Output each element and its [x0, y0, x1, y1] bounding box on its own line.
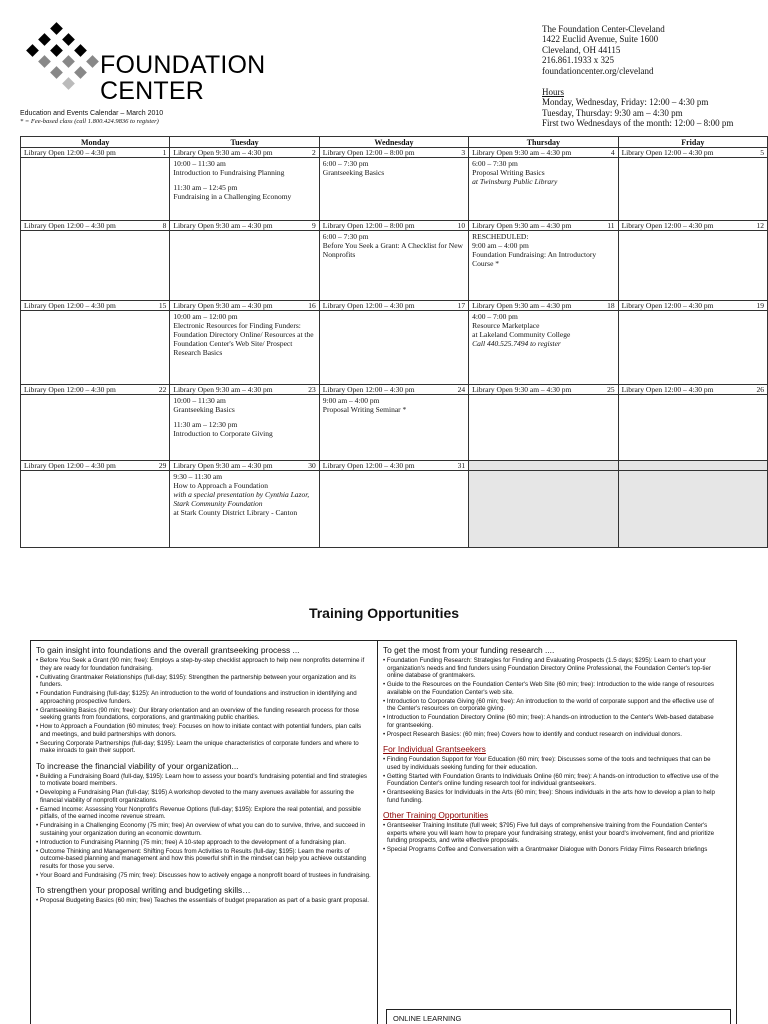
brand-line-1: FOUNDATION [100, 51, 266, 79]
event-location: at Stark County District Library - Canton [173, 508, 298, 517]
address-block [542, 24, 762, 129]
day-cell-header: Library Open 12:00 – 4:30 pm 1 [21, 148, 170, 158]
day-cell-header: Library Open 9:30 am – 4:30 pm 2 [170, 148, 319, 158]
calendar-title: Education and Events Calendar – March 2010 [20, 110, 164, 117]
event-title[interactable]: Grantseeking Basics [322, 168, 385, 177]
week-1-events-row [21, 158, 768, 221]
event-title[interactable]: Introduction to Corporate Giving [173, 429, 273, 438]
course-item[interactable]: • Grantseeker Training Institute (full week; $795) Five full days of comprehensive training from the Foundation Center's experts where you will learn how to prepare your fundraising strategy, enlist your board's involvement, find and prioritize funding prospects, and write effective proposals. [383, 822, 715, 844]
course-item[interactable]: • Guide to the Resources on the Foundation Center's Web Site (60 min; free): Introduction to the wide range of resources available on the Foundation Center's web site. [383, 681, 715, 696]
day-cell-header: Library Open 9:30 am – 4:30 pm 25 [469, 385, 618, 395]
event-title[interactable]: Electronic Resources for Finding Funders: Foundation Directory Online/ Resources at the Foundation Center's Web Site/ Prospect Research Basics [173, 321, 314, 357]
course-list [36, 897, 372, 905]
day-cell-header: Library Open 9:30 am – 4:30 pm 16 [170, 301, 319, 311]
training-left-column [36, 645, 372, 911]
training-title: Training Opportunities [308, 605, 460, 621]
section-heading: To gain insight into foundations and the overall grantseeking process ... [36, 645, 300, 655]
address-city: Cleveland, OH 44115 [542, 44, 621, 55]
day-cell-header: Library Open 9:30 am – 4:30 pm 23 [170, 385, 319, 395]
day-cell-header: Library Open 9:30 am – 4:30 pm 4 [469, 148, 618, 158]
event-title[interactable]: How to Approach a Foundation [173, 481, 268, 490]
course-item[interactable]: • How to Approach a Foundation (60 minutes; free): Focuses on how to initiate contact with potential funders, plan calls and meetings, and build partnerships with donors. [36, 723, 362, 738]
event-time: 9:00 am – 4:00 pm [322, 396, 380, 405]
day-cell-body [170, 231, 319, 301]
course-list [383, 756, 719, 804]
week-4-header-row [21, 385, 768, 395]
course-item[interactable]: • Prospect Research Basics: (60 min; free) Covers how to identify and conduct research on individual donors. [383, 730, 682, 738]
empty-day-cell [469, 461, 618, 471]
event-cell [469, 231, 618, 301]
empty-day-cell [469, 471, 618, 548]
day-friday: Friday [618, 137, 767, 148]
course-item[interactable]: • Securing Corporate Partnerships (full-day; $195): Learn the unique characteristics of corporate funders and where to make inroads to gain their support. [36, 739, 359, 754]
day-cell-body [319, 311, 468, 385]
course-item[interactable]: • Introduction to Corporate Giving (60 min; free): An introduction to the world of corporate support and the effective use of the Center's resources on corporate giving. [383, 697, 714, 712]
day-cell-body [21, 471, 170, 548]
address-phone: 216.861.1933 x 325 [542, 55, 614, 66]
day-cell-header: Library Open 12:00 – 8:00 pm 10 [319, 221, 468, 231]
day-cell-header: Library Open 12:00 – 8:00 pm 3 [319, 148, 468, 158]
week-5-header-row [21, 461, 768, 471]
event-title[interactable]: Fundraising in a Challenging Economy [173, 192, 292, 201]
section-heading: To strengthen your proposal writing and budgeting skills… [36, 885, 251, 895]
event-location: at Lakeland Community College [472, 330, 571, 339]
event-cell [170, 158, 319, 221]
section-heading-individual: For Individual Grantseekers [383, 744, 486, 754]
day-cell-header: Library Open 12:00 – 4:30 pm 31 [319, 461, 468, 471]
week-1-header-row [21, 148, 768, 158]
training-right-column [383, 645, 719, 860]
event-status: RESCHEDULED: [472, 232, 529, 241]
event-time: 6:00 – 7:30 pm [322, 159, 369, 168]
section-heading-other: Other Training Opportunities [383, 810, 489, 820]
day-wednesday: Wednesday [319, 137, 468, 148]
course-item[interactable]: • Getting Started with Foundation Grants to Individuals Online (60 min; free): A hands-on introduction to effective use of the Foundation Center's online funding research tool for individual grantseekers. [383, 772, 719, 787]
training-box [30, 640, 737, 1024]
column-divider [377, 641, 378, 1024]
calendar-note: * = Fee-based class (call 1.800.424.9836 to register) [20, 118, 159, 125]
event-cell [170, 471, 319, 548]
day-cell-body [21, 395, 170, 461]
week-2-events-row [21, 231, 768, 301]
week-3-events-row [21, 311, 768, 385]
day-cell-header: Library Open 12:00 – 4:30 pm 5 [618, 148, 767, 158]
course-item[interactable]: • Special Programs Coffee and Conversation with a Grantmaker Dialogue with Donors Friday Films Research briefings [383, 846, 708, 853]
course-item[interactable]: • Earned Income: Assessing Your Nonprofit's Revenue Options (full-day; $195): Explore the real potential, and possible pitfalls, of the earned income revenue stream. [36, 805, 361, 820]
course-item[interactable]: • Foundation Fundraising (full-day; $125): An introduction to the world of foundations and instruction in identifying and approaching prospective funders. [36, 690, 357, 705]
course-item[interactable]: • Proposal Budgeting Basics (60 min; free) Teaches the essentials of budget preparation as part of a basic grant proposal. [36, 897, 369, 904]
event-cell [319, 231, 468, 301]
course-item[interactable]: • Foundation Funding Research: Strategies for Finding and Evaluating Prospects (1.5 days; $295): Learn to chart your organization's needs and find funders using Foundation Directory Online Professional, the Foundation Center's top-tier online database of grantmakers. [383, 657, 711, 679]
event-time: 9:30 – 11:30 am [173, 472, 223, 481]
course-list [383, 822, 719, 854]
event-time: 10:00 – 11:30 am [173, 159, 226, 168]
course-list [383, 657, 719, 738]
day-cell-body [21, 311, 170, 385]
empty-day-cell [618, 471, 767, 548]
event-title[interactable]: Before You Seek a Grant: A Checklist for New Nonprofits [322, 241, 463, 259]
brand-wordmark [100, 52, 265, 104]
day-monday: Monday [21, 137, 170, 148]
day-cell-header: Library Open 9:30 am – 4:30 pm 9 [170, 221, 319, 231]
course-item[interactable]: • Grantseeking Basics (90 min; free): Our library orientation and an overview of the funding research process for those seeking grants from foundations, corporations, and grantmaking public charities. [36, 706, 360, 721]
event-title[interactable]: Introduction to Fundraising Planning [173, 168, 285, 177]
day-cell-body [618, 395, 767, 461]
week-2-header-row [21, 221, 768, 231]
event-time: 6:00 – 7:30 pm [472, 159, 518, 168]
course-item[interactable]: • Building a Fundraising Board (full-day, $195): Learn how to assess your board's fundraising potential and find strategies to motivate board members. [36, 772, 368, 787]
event-time: 9:00 am – 4:00 pm [472, 241, 529, 250]
day-cell-header: Library Open 9:30 am – 4:30 pm 18 [469, 301, 618, 311]
hours-line-3: First two Wednesdays of the month: 12:00 – 8:00 pm [542, 118, 734, 129]
day-cell-header: Library Open 12:00 – 4:30 pm 19 [618, 301, 767, 311]
day-cell-header: Library Open 12:00 – 4:30 pm 26 [618, 385, 767, 395]
event-time: 10:00 am – 12:00 pm [173, 312, 238, 321]
address-street: 1422 Euclid Avenue, Suite 1600 [542, 34, 659, 45]
course-list [36, 657, 372, 755]
section-heading: To increase the financial viability of your organization... [36, 760, 239, 771]
online-learning-box [386, 1009, 731, 1024]
event-cell [170, 395, 319, 461]
week-3-header-row [21, 301, 768, 311]
week-5-events-row [21, 471, 768, 548]
event-title[interactable]: Foundation Fundraising: An Introductory Course * [472, 250, 597, 268]
day-cell-header: Library Open 12:00 – 4:30 pm 22 [21, 385, 170, 395]
event-cell [469, 158, 618, 221]
day-cell-body [618, 311, 767, 385]
hours-title: Hours [542, 87, 564, 98]
course-item[interactable]: • Introduction to Foundation Directory Online (60 min; free): A hands-on introduction to the Center's Web-based database for grantseeking. [383, 714, 714, 729]
empty-day-cell [618, 461, 767, 471]
event-cell [469, 311, 618, 385]
event-title[interactable]: Grantseeking Basics [173, 405, 235, 414]
event-cell [319, 395, 468, 461]
day-tuesday: Tuesday [170, 137, 319, 148]
brand-line-2: CENTER [100, 77, 204, 105]
event-registration: Call 440.525.7494 to register [472, 339, 561, 348]
event-title[interactable]: Proposal Writing Basics [472, 168, 545, 177]
event-cell [170, 311, 319, 385]
hours-line-1: Monday, Wednesday, Friday: 12:00 – 4:30 pm [542, 97, 709, 108]
day-cell-header: Library Open 12:00 – 4:30 pm 8 [21, 221, 170, 231]
day-cell-header: Library Open 12:00 – 4:30 pm 15 [21, 301, 170, 311]
online-learning-label: ONLINE LEARNING [393, 1014, 462, 1023]
address-name: The Foundation Center-Cleveland [542, 24, 665, 34]
course-item[interactable]: • Grantseeking Basics for Individuals in the Arts (60 min; free): Shows individuals in the arts how to develop a plan to help fund funding. [383, 789, 715, 804]
hours-line-2: Tuesday, Thursday: 9:30 am – 4:30 pm [542, 107, 683, 118]
section-heading: To get the most from your funding research .... [383, 645, 555, 655]
course-list [36, 773, 372, 880]
event-cell [319, 158, 468, 221]
event-time: 6:00 – 7:30 pm [322, 232, 369, 241]
day-cell-header: Library Open 9:30 am – 4:30 pm 11 [469, 221, 618, 231]
event-title[interactable]: Proposal Writing Seminar * [322, 405, 407, 414]
event-location: at Twinsburg Public Library [472, 177, 558, 186]
course-item[interactable]: • Cultivating Grantmaker Relationships (full-day; $195): Strengthen the partnership between your organization and its funders. [36, 673, 356, 688]
course-item[interactable]: • Developing a Fundraising Plan (full-day; $195) A workshop devoted to the many avenues available for assuring the financial viability of nonprofit organizations. [36, 789, 354, 804]
event-time: 10:00 – 11:30 am [173, 396, 226, 405]
course-item[interactable]: • Before You Seek a Grant (90 min; free): Employs a step-by-step checklist approach to help new nonprofits determine if they are ready for foundation fundraising. [36, 657, 365, 672]
calendar-table [20, 136, 768, 548]
day-cell-body [618, 158, 767, 221]
course-item[interactable]: • Finding Foundation Support for Your Education (60 min; free): Discusses some of the tools and techniques that can be used by individuals seeking funding for their education. [383, 756, 711, 771]
address-web[interactable]: foundationcenter.org/cleveland [542, 65, 654, 76]
day-cell-header: Library Open 9:30 am – 4:30 pm 30 [170, 461, 319, 471]
day-cell-body [618, 231, 767, 301]
day-cell-body [319, 471, 468, 548]
day-cell-body [21, 231, 170, 301]
course-item[interactable]: • Your Board and Fundraising (75 min; free): Discusses how to actively engage a nonprofit board of trustees in fundraising. [36, 871, 371, 879]
day-cell-body [469, 395, 618, 461]
day-cell-header: Library Open 12:00 – 4:30 pm 29 [21, 461, 170, 471]
event-time: 11:30 am – 12:45 pm [173, 183, 238, 192]
calendar-day-header-row [21, 137, 768, 148]
event-title[interactable]: Resource Marketplace [472, 321, 540, 330]
calendar-subtitle [20, 110, 163, 126]
course-item[interactable]: • Introduction to Fundraising Planning (75 min; free) A 10-step approach to the development of a fundraising plan. [36, 838, 347, 846]
day-cell-header: Library Open 12:00 – 4:30 pm 12 [618, 221, 767, 231]
day-cell-header: Library Open 12:00 – 4:30 pm 24 [319, 385, 468, 395]
day-thursday: Thursday [469, 137, 618, 148]
event-time: 4:00 – 7:00 pm [472, 312, 518, 321]
event-presenter: with a special presentation by Cynthia Lazor, Stark Community Foundation [173, 490, 310, 508]
day-cell-body [21, 158, 170, 221]
week-4-events-row [21, 395, 768, 461]
course-item[interactable]: • Fundraising in a Challenging Economy (75 min; free) An overview of what you can do to survive, thrive, and succeed in sustaining your organization during an economic downturn. [36, 822, 365, 837]
event-time: 11:30 am – 12:30 pm [173, 420, 238, 429]
course-item[interactable]: • Outcome Thinking and Management: Shifting Focus from Activities to Results (full-day; $195): Learn the merits of outcome-based planning and management and how this powerful shift in the mindset can help you achieve outstanding results for those you serve. [36, 847, 367, 870]
day-cell-header: Library Open 12:00 – 4:30 pm 17 [319, 301, 468, 311]
